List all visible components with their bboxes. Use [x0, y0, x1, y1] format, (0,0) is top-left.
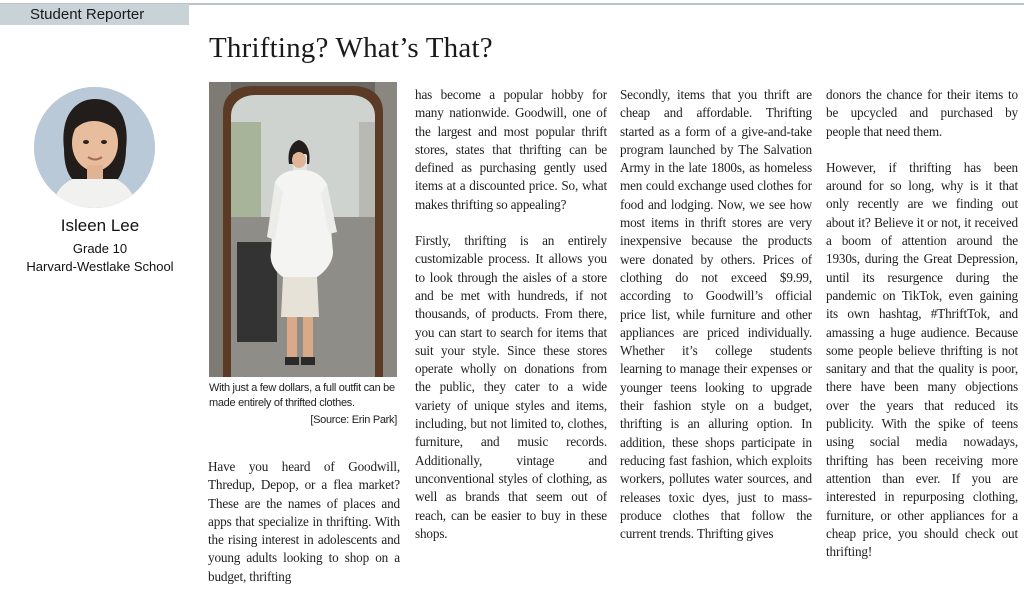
- paragraph: However, if thrifting has been around for so long, why is it that only recently are we finding out about it? Believe it or not, it received a boom of attention around the 1930s, during the Great Depression, until its resurgence during the pandemic on TikTok, even gaining its own hashtag, #ThriftTok, and amassing a huge audience. Because some people believe thrifting is not sanitary and that the quality is poor, there have been many objections over the years that reduced its publicity. With the spike of teens using social media nowadays, thrifting has been receiving more attention than ever. If you are interested in repurposing clothing, furniture, or other appliances for a cheap price, you should check out thrifting!: [826, 159, 1018, 560]
- article-column-4: [826, 86, 1018, 596]
- paragraph: Secondly, items that you thrift are cheap and affordable. Thrifting started as a form of a give-and-take program launched by The Salvation Army in the late 1800s, as homeless men could exchange used clothes for food and lodging. Now, we see how most items in thrift stores are very inexpensive because the products were donated by others. Prices of clothing do not exceed $9.99, according to Goodwill’s official price list, while furniture and other appliances are priced individually. Whether it’s college students learning to manage their expenses or younger teens looking to upgrade their fashion style on a budget, thrifting is an alluring option. In addition, these shops participate in reducing fast fashion, which exploits workers, pollutes water sources, and releases toxic dyes, just to mass-produce clothes that follow the current trends. Thrifting gives: [620, 87, 812, 542]
- article-column-3: [620, 86, 812, 596]
- article-column-2: [415, 86, 607, 596]
- author-photo: [34, 87, 155, 208]
- article-photo: [209, 82, 397, 377]
- author-grade: Grade 10: [72, 241, 128, 256]
- author-name: Isleen Lee: [60, 216, 140, 235]
- paragraph: has become a popular hobby for many nationwide. Goodwill, one of the largest and most popular thrift stores, states that thrifting can be defined as purchasing gently used items at a discounted price. So, what makes thrifting so appealing?: [415, 87, 607, 212]
- author-school: Harvard-Westlake School: [26, 259, 174, 274]
- paragraph: donors the chance for their items to be upcycled and purchased by people that need them.: [826, 87, 1018, 139]
- article-headline: Thrifting? What’s That?: [209, 32, 493, 64]
- paragraph: Firstly, thrifting is an entirely customizable process. It allows you to look through the aisles of a store and be met with hundreds, if not thousands, of products. From there, you can start to search for items that suit your style. Since these stores operate wholly on donations from the public, they cater to a wide variety of unique styles and items, including, but not limited to, clothes, furniture, and music records. Additionally, vintage and unconventional styles of clothing, as well as brands that seem out of reach, can be easier to buy in these shops.: [415, 233, 607, 541]
- article-column-1: [208, 458, 400, 596]
- photo-caption: With just a few dollars, a full outfit can be made entirely of thrifted clothes.: [209, 382, 395, 409]
- paragraph: Have you heard of Goodwill, Thredup, Depop, or a flea market? These are the names of places and apps that specialize in thrifting. With the rising interest in adolescents and young adults looking to shop on a budget, thrifting: [208, 459, 400, 584]
- photo-credit: [Source: Erin Park]: [310, 414, 397, 426]
- section-label: Student Reporter: [0, 4, 189, 25]
